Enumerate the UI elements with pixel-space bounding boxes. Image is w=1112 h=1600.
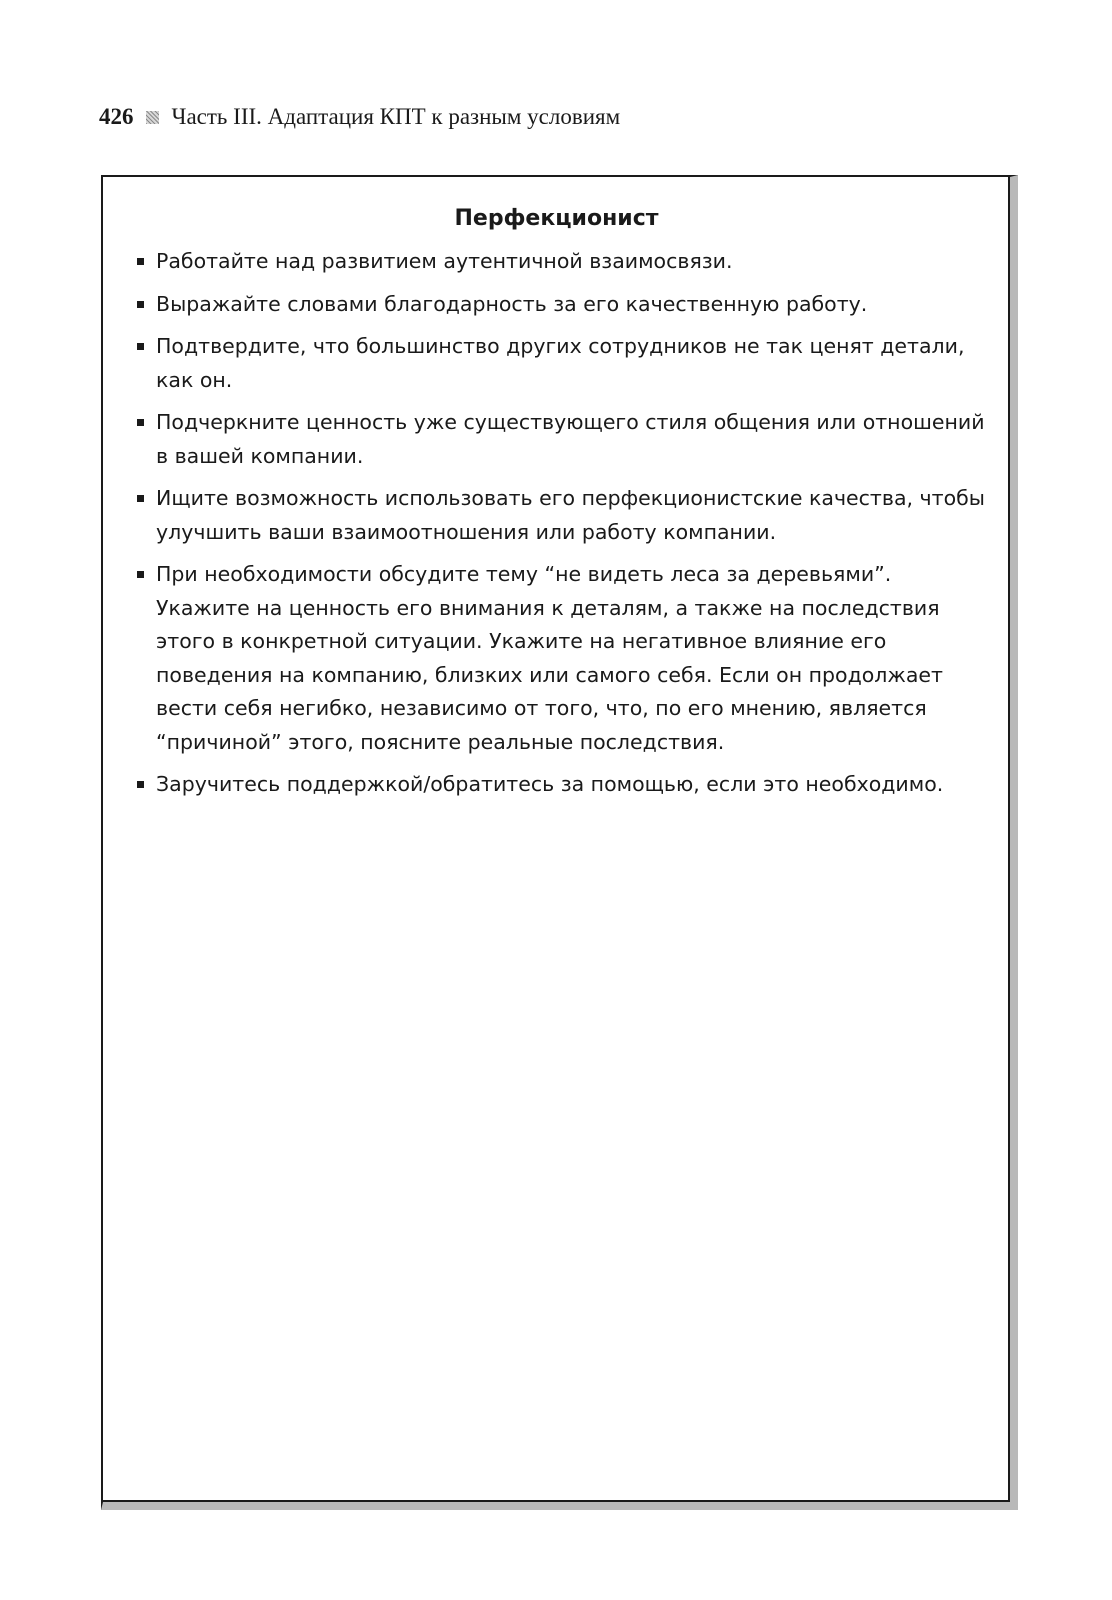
box-title: Перфекционист — [454, 206, 659, 231]
list-item — [137, 288, 987, 322]
square-bullet-icon — [137, 258, 144, 265]
list-item-text: Работайте над развитием аутентичной взаимосвязи. — [156, 249, 733, 273]
list-item — [137, 482, 987, 549]
square-bullet-icon — [137, 343, 144, 350]
list-item-text: При необходимости обсудите тему “не видеть леса за деревьями”. Укажите на ценность его внимания к деталям, а также на последствия этого в конкретной ситуации. Укажите на негативное влияние его поведения на компанию, близких или самого себя. Если он продолжает вести себя негибко, независимо от того, что, по его мнению, является “причиной” этого, поясните реальные последствия. — [156, 562, 943, 754]
square-bullet-icon — [137, 571, 144, 578]
list-item — [137, 406, 987, 473]
list-item — [137, 558, 987, 759]
header-square-marker-icon — [146, 111, 159, 124]
list-item-text: Заручитесь поддержкой/обратитесь за помощью, если это необходимо. — [156, 772, 944, 796]
running-header — [99, 101, 620, 133]
square-bullet-icon — [137, 781, 144, 788]
square-bullet-icon — [137, 301, 144, 308]
list-item — [137, 768, 987, 802]
list-item-text: Ищите возможность использовать его перфекционистские качества, чтобы улучшить ваши взаимоотношения или работу компании. — [156, 486, 985, 544]
square-bullet-icon — [137, 419, 144, 426]
list-item — [137, 245, 987, 279]
page-number: 426 — [99, 104, 134, 129]
square-bullet-icon — [137, 495, 144, 502]
list-item-text: Выражайте словами благодарность за его качественную работу. — [156, 291, 868, 316]
list-item-text: Подчеркните ценность уже существующего стиля общения или отношений в вашей компании. — [156, 410, 985, 468]
list-item — [137, 330, 987, 397]
tips-list — [137, 245, 987, 811]
sidebar-box — [101, 175, 1018, 1510]
chapter-title: Часть III. Адаптация КПТ к разным условиям — [171, 104, 621, 129]
list-item-text: Подтвердите, что большинство других сотрудников не так ценят детали, как он. — [156, 334, 965, 392]
